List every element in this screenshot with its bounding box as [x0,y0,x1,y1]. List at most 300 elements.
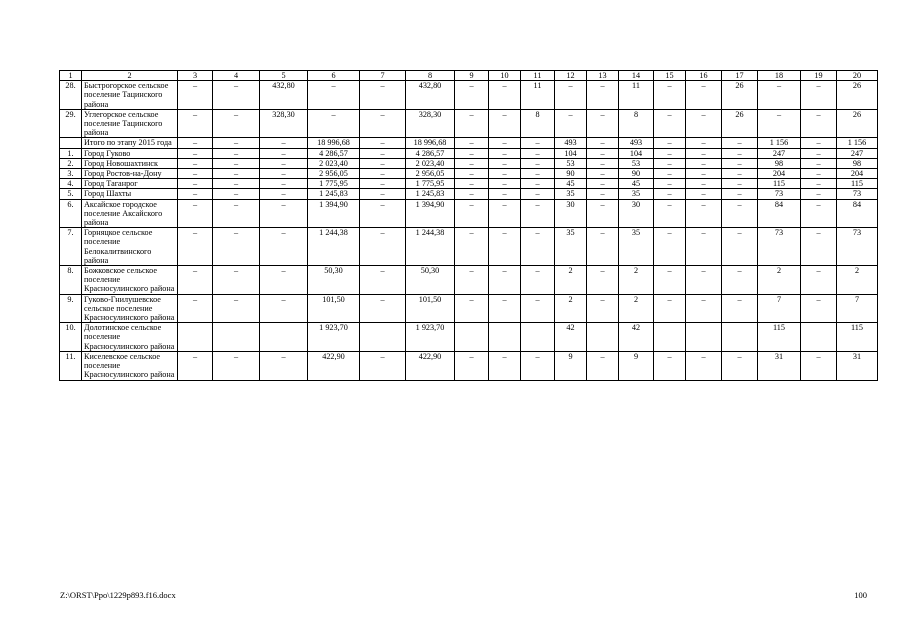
value-cell-col-15: – [654,81,686,110]
value-cell-col-7: – [360,138,406,148]
value-cell-col-3: – [178,189,213,199]
value-cell-col-10: – [489,109,521,138]
value-cell-col-14: 9 [619,351,654,380]
value-cell-col-14: 2 [619,294,654,323]
value-cell-col-8: 4 286,57 [406,148,455,158]
value-cell-col-14: 8 [619,109,654,138]
row-number-cell: 29. [60,109,82,138]
value-cell-col-16: – [686,81,722,110]
column-number-17: 17 [722,71,758,81]
footer-page-number: 100 [854,590,867,600]
value-cell-col-5: 432,80 [260,81,308,110]
value-cell-col-12: 493 [555,138,587,148]
value-cell-col-3: – [178,169,213,179]
table-row [60,294,878,323]
column-number-20: 20 [837,71,878,81]
value-cell-col-7: – [360,228,406,266]
value-cell-col-14: 11 [619,81,654,110]
value-cell-col-13: – [587,81,619,110]
value-cell-col-13: – [587,266,619,295]
value-cell-col-4: – [213,138,260,148]
value-cell-col-6: 2 023,40 [308,158,360,168]
value-cell-col-8: 18 996,68 [406,138,455,148]
row-number-cell: 2. [60,158,82,168]
value-cell-col-12: 104 [555,148,587,158]
value-cell-col-6: 2 956,05 [308,169,360,179]
value-cell-col-10: – [489,148,521,158]
column-number-9: 9 [455,71,489,81]
value-cell-col-18: 31 [758,351,801,380]
column-number-14: 14 [619,71,654,81]
value-cell-col-7: – [360,199,406,228]
value-cell-col-20: 247 [837,148,878,158]
value-cell-col-14: 42 [619,323,654,352]
value-cell-col-8: 328,30 [406,109,455,138]
value-cell-col-10: – [489,228,521,266]
value-cell-col-15: – [654,266,686,295]
column-number-13: 13 [587,71,619,81]
value-cell-col-7: – [360,169,406,179]
value-cell-col-13: – [587,109,619,138]
value-cell-col-9: – [455,294,489,323]
value-cell-col-4 [213,323,260,352]
row-number-cell [60,138,82,148]
value-cell-col-14: 104 [619,148,654,158]
value-cell-col-19: – [801,169,837,179]
value-cell-col-3: – [178,109,213,138]
value-cell-col-6: 50,30 [308,266,360,295]
value-cell-col-13: – [587,294,619,323]
value-cell-col-12: 2 [555,294,587,323]
value-cell-col-3: – [178,179,213,189]
value-cell-col-7: – [360,351,406,380]
table-row [60,169,878,179]
column-number-5: 5 [260,71,308,81]
value-cell-col-16: – [686,228,722,266]
value-cell-col-20: 31 [837,351,878,380]
value-cell-col-15: – [654,169,686,179]
value-cell-col-15: – [654,148,686,158]
value-cell-col-11: – [521,158,555,168]
value-cell-col-15: – [654,158,686,168]
value-cell-col-8: 101,50 [406,294,455,323]
value-cell-col-11: – [521,179,555,189]
value-cell-col-6: 101,50 [308,294,360,323]
value-cell-col-11: – [521,138,555,148]
value-cell-col-5: – [260,138,308,148]
value-cell-col-9: – [455,179,489,189]
value-cell-col-13: – [587,158,619,168]
value-cell-col-11: 8 [521,109,555,138]
value-cell-col-13 [587,323,619,352]
column-number-19: 19 [801,71,837,81]
value-cell-col-6: 1 394,90 [308,199,360,228]
value-cell-col-4: – [213,266,260,295]
row-name-cell: Быстрогорское сельское поселение Тацинского района [82,81,178,110]
value-cell-col-20: 26 [837,81,878,110]
value-cell-col-19: – [801,199,837,228]
value-cell-col-12: 35 [555,189,587,199]
value-cell-col-18: 2 [758,266,801,295]
value-cell-col-15: – [654,199,686,228]
value-cell-col-19: – [801,351,837,380]
value-cell-col-6: – [308,109,360,138]
value-cell-col-13: – [587,189,619,199]
value-cell-col-18: – [758,81,801,110]
value-cell-col-14: 493 [619,138,654,148]
value-cell-col-9: – [455,199,489,228]
value-cell-col-19: – [801,148,837,158]
value-cell-col-5: – [260,294,308,323]
value-cell-col-8: 2 956,05 [406,169,455,179]
value-cell-col-6: 4 286,57 [308,148,360,158]
value-cell-col-7: – [360,266,406,295]
row-name-cell: Углегорское сельское поселение Тацинского района [82,109,178,138]
row-number-cell: 4. [60,179,82,189]
value-cell-col-12: – [555,109,587,138]
value-cell-col-4: – [213,189,260,199]
value-cell-col-17: – [722,189,758,199]
column-number-6: 6 [308,71,360,81]
value-cell-col-18: 247 [758,148,801,158]
value-cell-col-4: – [213,351,260,380]
value-cell-col-16: – [686,148,722,158]
value-cell-col-12: 53 [555,158,587,168]
value-cell-col-11: – [521,189,555,199]
row-name-cell: Горняцкое сельское поселение Белокалитвинского района [82,228,178,266]
value-cell-col-8: 422,90 [406,351,455,380]
value-cell-col-3: – [178,199,213,228]
value-cell-col-20: 115 [837,179,878,189]
value-cell-col-16: – [686,138,722,148]
value-cell-col-4: – [213,294,260,323]
value-cell-col-4: – [213,199,260,228]
value-cell-col-4: – [213,158,260,168]
value-cell-col-20: 98 [837,158,878,168]
value-cell-col-10: – [489,158,521,168]
value-cell-col-5: – [260,179,308,189]
value-cell-col-7 [360,323,406,352]
value-cell-col-14: 30 [619,199,654,228]
value-cell-col-17: 26 [722,81,758,110]
value-cell-col-11: 11 [521,81,555,110]
value-cell-col-18: 7 [758,294,801,323]
table-row [60,189,878,199]
table-row [60,228,878,266]
table-row [60,323,878,352]
value-cell-col-4: – [213,148,260,158]
value-cell-col-19: – [801,109,837,138]
value-cell-col-9: – [455,228,489,266]
row-name-cell: Киселевское сельское поселение Красносулинского района [82,351,178,380]
value-cell-col-10: – [489,199,521,228]
row-name-cell: Божковское сельское поселение Красносулинского района [82,266,178,295]
value-cell-col-16: – [686,294,722,323]
row-name-cell: Итого по этапу 2015 года [82,138,178,148]
value-cell-col-4: – [213,109,260,138]
value-cell-col-10: – [489,81,521,110]
row-name-cell: Город Шахты [82,189,178,199]
row-name-cell: Город Гуково [82,148,178,158]
value-cell-col-7: – [360,81,406,110]
value-cell-col-9: – [455,189,489,199]
value-cell-col-3: – [178,158,213,168]
footer-file-path: Z:\ORST\Ppo\1229p893.f16.docx [60,590,176,600]
value-cell-col-10: – [489,294,521,323]
value-cell-col-11: – [521,228,555,266]
value-cell-col-9: – [455,81,489,110]
row-number-cell: 9. [60,294,82,323]
value-cell-col-11: – [521,294,555,323]
value-cell-col-17: – [722,158,758,168]
value-cell-col-6: 1 775,95 [308,179,360,189]
value-cell-col-10: – [489,169,521,179]
value-cell-col-8: 1 245,83 [406,189,455,199]
value-cell-col-20: 26 [837,109,878,138]
column-number-18: 18 [758,71,801,81]
value-cell-col-11: – [521,199,555,228]
value-cell-col-17: – [722,266,758,295]
value-cell-col-17: – [722,169,758,179]
value-cell-col-4: – [213,81,260,110]
table-row [60,148,878,158]
row-name-cell: Долотинское сельское поселение Красносулинского района [82,323,178,352]
value-cell-col-15: – [654,189,686,199]
column-number-8: 8 [406,71,455,81]
value-cell-col-9 [455,323,489,352]
column-number-4: 4 [213,71,260,81]
value-cell-col-14: 90 [619,169,654,179]
value-cell-col-19: – [801,189,837,199]
value-cell-col-14: 45 [619,179,654,189]
value-cell-col-11: – [521,169,555,179]
value-cell-col-16: – [686,266,722,295]
value-cell-col-10: – [489,179,521,189]
value-cell-col-3: – [178,148,213,158]
value-cell-col-17 [722,323,758,352]
row-number-cell: 3. [60,169,82,179]
value-cell-col-11: – [521,351,555,380]
value-cell-col-19: – [801,179,837,189]
value-cell-col-4: – [213,179,260,189]
value-cell-col-10: – [489,351,521,380]
value-cell-col-7: – [360,294,406,323]
table-row [60,199,878,228]
value-cell-col-13: – [587,179,619,189]
value-cell-col-15: – [654,109,686,138]
value-cell-col-14: 53 [619,158,654,168]
value-cell-col-8: 50,30 [406,266,455,295]
value-cell-col-9: – [455,148,489,158]
value-cell-col-20: 204 [837,169,878,179]
value-cell-col-3: – [178,81,213,110]
value-cell-col-11: – [521,266,555,295]
column-number-11: 11 [521,71,555,81]
value-cell-col-18: 98 [758,158,801,168]
value-cell-col-14: 35 [619,228,654,266]
value-cell-col-15: – [654,294,686,323]
value-cell-col-6: 1 923,70 [308,323,360,352]
value-cell-col-13: – [587,351,619,380]
value-cell-col-5: – [260,199,308,228]
value-cell-col-13: – [587,228,619,266]
value-cell-col-8: 1 394,90 [406,199,455,228]
value-cell-col-6: 1 244,38 [308,228,360,266]
value-cell-col-19: – [801,228,837,266]
value-cell-col-9: – [455,109,489,138]
value-cell-col-11 [521,323,555,352]
value-cell-col-19: – [801,266,837,295]
value-cell-col-8: 1 923,70 [406,323,455,352]
value-cell-col-11: – [521,148,555,158]
value-cell-col-16: – [686,169,722,179]
value-cell-col-10: – [489,266,521,295]
value-cell-col-18: 84 [758,199,801,228]
row-number-cell: 28. [60,81,82,110]
value-cell-col-5 [260,323,308,352]
value-cell-col-5: – [260,351,308,380]
table-row [60,266,878,295]
table-row [60,158,878,168]
value-cell-col-9: – [455,158,489,168]
value-cell-col-15: – [654,351,686,380]
table-row [60,138,878,148]
row-number-cell: 1. [60,148,82,158]
table-row [60,179,878,189]
value-cell-col-16: – [686,351,722,380]
value-cell-col-19: – [801,294,837,323]
value-cell-col-12: 30 [555,199,587,228]
value-cell-col-18: 73 [758,189,801,199]
value-cell-col-17: – [722,148,758,158]
value-cell-col-17: – [722,138,758,148]
value-cell-col-9: – [455,351,489,380]
value-cell-col-13: – [587,169,619,179]
value-cell-col-16: – [686,158,722,168]
value-cell-col-7: – [360,109,406,138]
value-cell-col-7: – [360,189,406,199]
value-cell-col-3: – [178,266,213,295]
value-cell-col-13: – [587,199,619,228]
value-cell-col-5: 328,30 [260,109,308,138]
column-number-7: 7 [360,71,406,81]
value-cell-col-10 [489,323,521,352]
value-cell-col-10: – [489,189,521,199]
value-cell-col-12: 42 [555,323,587,352]
value-cell-col-5: – [260,266,308,295]
value-cell-col-16 [686,323,722,352]
column-number-2: 2 [82,71,178,81]
column-number-3: 3 [178,71,213,81]
value-cell-col-15: – [654,228,686,266]
value-cell-col-6: – [308,81,360,110]
value-cell-col-18: 73 [758,228,801,266]
value-cell-col-17: – [722,179,758,189]
value-cell-col-19: – [801,138,837,148]
value-cell-col-12: – [555,81,587,110]
value-cell-col-5: – [260,169,308,179]
column-number-1: 1 [60,71,82,81]
value-cell-col-3: – [178,228,213,266]
value-cell-col-18: – [758,109,801,138]
value-cell-col-12: 2 [555,266,587,295]
table-row [60,81,878,110]
value-cell-col-19: – [801,81,837,110]
value-cell-col-16: – [686,189,722,199]
value-cell-col-17: – [722,228,758,266]
value-cell-col-3 [178,323,213,352]
value-cell-col-18: 115 [758,323,801,352]
value-cell-col-17: – [722,294,758,323]
value-cell-col-8: 2 023,40 [406,158,455,168]
value-cell-col-16: – [686,179,722,189]
column-number-16: 16 [686,71,722,81]
value-cell-col-13: – [587,148,619,158]
value-cell-col-8: 432,80 [406,81,455,110]
value-cell-col-12: 35 [555,228,587,266]
value-cell-col-17: – [722,199,758,228]
value-cell-col-6: 1 245,83 [308,189,360,199]
value-cell-col-7: – [360,158,406,168]
row-name-cell: Город Новошахтинск [82,158,178,168]
row-number-cell: 8. [60,266,82,295]
value-cell-col-20: 1 156 [837,138,878,148]
value-cell-col-15: – [654,179,686,189]
value-cell-col-5: – [260,189,308,199]
column-number-row [60,71,878,81]
value-cell-col-4: – [213,169,260,179]
value-cell-col-20: 73 [837,228,878,266]
value-cell-col-8: 1 775,95 [406,179,455,189]
value-cell-col-9: – [455,138,489,148]
row-name-cell: Город Ростов-на-Дону [82,169,178,179]
column-number-15: 15 [654,71,686,81]
value-cell-col-12: 90 [555,169,587,179]
value-cell-col-9: – [455,169,489,179]
table-row [60,351,878,380]
row-name-cell: Город Таганрог [82,179,178,189]
value-cell-col-17: – [722,351,758,380]
value-cell-col-16: – [686,199,722,228]
column-number-12: 12 [555,71,587,81]
value-cell-col-14: 2 [619,266,654,295]
value-cell-col-16: – [686,109,722,138]
value-cell-col-18: 204 [758,169,801,179]
value-cell-col-13: – [587,138,619,148]
value-cell-col-9: – [455,266,489,295]
value-cell-col-7: – [360,148,406,158]
table-row [60,109,878,138]
value-cell-col-18: 115 [758,179,801,189]
row-number-cell: 10. [60,323,82,352]
value-cell-col-8: 1 244,38 [406,228,455,266]
value-cell-col-17: 26 [722,109,758,138]
value-cell-col-12: 45 [555,179,587,189]
value-cell-col-3: – [178,138,213,148]
value-cell-col-4: – [213,228,260,266]
value-cell-col-7: – [360,179,406,189]
row-name-cell: Гуково-Гнилушевское сельское поселение Красносулинского района [82,294,178,323]
column-number-10: 10 [489,71,521,81]
value-cell-col-12: 9 [555,351,587,380]
value-cell-col-10: – [489,138,521,148]
row-number-cell: 11. [60,351,82,380]
value-cell-col-19: – [801,158,837,168]
row-number-cell: 7. [60,228,82,266]
value-cell-col-5: – [260,228,308,266]
value-cell-col-6: 422,90 [308,351,360,380]
row-number-cell: 6. [60,199,82,228]
